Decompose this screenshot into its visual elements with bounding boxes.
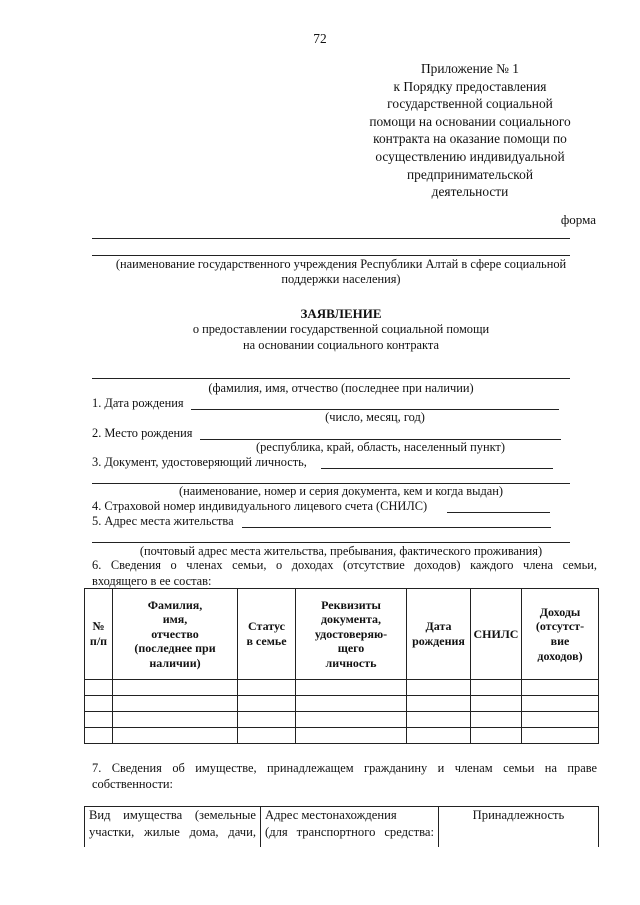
family-table-header-cell: СНИЛС <box>471 589 522 680</box>
appendix-line: контракта на оказание помощи по <box>373 131 567 147</box>
table-cell[interactable] <box>522 696 599 712</box>
table-cell[interactable] <box>296 712 407 728</box>
table-cell[interactable] <box>296 728 407 744</box>
table-cell[interactable] <box>296 696 407 712</box>
table-cell[interactable] <box>407 712 471 728</box>
table-cell[interactable] <box>407 728 471 744</box>
birth-place-label: 2. Место рождения <box>92 426 193 440</box>
table-cell[interactable] <box>85 696 113 712</box>
address-label: 5. Адрес места жительства <box>92 514 234 528</box>
document-subtitle: о предоставлении государственной социальной помощи на основании социального контракта <box>192 322 490 352</box>
section-7-text: 7. Сведения об имуществе, принадлежащем гражданину и членам семьи на праве собственности: <box>92 761 597 791</box>
form-label: форма <box>560 212 596 227</box>
table-cell[interactable] <box>113 712 238 728</box>
table-cell[interactable] <box>296 680 407 696</box>
appendix-line: к Порядку предоставления <box>393 78 547 94</box>
table-row <box>85 728 599 744</box>
table-cell[interactable] <box>238 680 296 696</box>
institution-caption: (наименование государственного учреждения Республики Алтай в сфере социальной поддержки населения) <box>115 257 567 286</box>
appendix-block <box>350 60 590 201</box>
family-table-header-cell: Фамилия, имя, отчество (последнее при наличии) <box>113 589 238 680</box>
snils-field[interactable] <box>447 512 550 513</box>
appendix-line: Приложение № 1 <box>420 61 520 76</box>
family-table-header-cell: Дата рождения <box>407 589 471 680</box>
address-caption: (почтовый адрес места жительства, пребывания, фактического проживания) <box>139 544 543 558</box>
table-cell[interactable] <box>85 712 113 728</box>
table-row <box>85 696 599 712</box>
table-cell[interactable] <box>113 680 238 696</box>
property-type-header: Вид имущества (земельные участки, жилые дома, дачи, <box>85 807 261 847</box>
birth-date-label: 1. Дата рождения <box>92 396 184 410</box>
appendix-line: предпринимательской <box>407 166 533 182</box>
property-table <box>84 806 599 847</box>
id-document-field[interactable] <box>321 468 553 469</box>
fio-line[interactable] <box>92 378 570 379</box>
birth-place-caption: (республика, край, область, населенный пункт) <box>256 440 505 454</box>
id-document-label: 3. Документ, удостоверяющий личность, <box>92 455 307 469</box>
institution-line-2[interactable] <box>92 255 570 256</box>
appendix-line: помощи на основании социального <box>369 113 571 129</box>
family-table-header <box>85 589 599 680</box>
table-cell[interactable] <box>238 696 296 712</box>
table-cell[interactable] <box>113 728 238 744</box>
family-members-table <box>84 588 599 744</box>
table-row <box>85 712 599 728</box>
table-cell[interactable] <box>407 680 471 696</box>
table-cell[interactable] <box>471 696 522 712</box>
institution-line-1[interactable] <box>92 238 570 239</box>
table-cell[interactable] <box>471 680 522 696</box>
table-cell[interactable] <box>522 728 599 744</box>
page-number: 72 <box>313 31 327 46</box>
table-cell[interactable] <box>471 728 522 744</box>
table-row <box>85 680 599 696</box>
appendix-line: осуществлению индивидуальной <box>375 148 565 164</box>
appendix-line: деятельности <box>431 184 509 200</box>
address-field-2[interactable] <box>92 542 570 543</box>
family-table-header-cell: № п/п <box>85 589 113 680</box>
section-6-text: 6. Сведения о членах семьи, о доходах (отсутствие доходов) каждого члена семьи, входящего в ее состав: <box>92 558 597 588</box>
property-address-header: Адрес местонахождения (для транспортного средства: <box>261 807 439 847</box>
table-cell[interactable] <box>85 728 113 744</box>
table-cell[interactable] <box>407 696 471 712</box>
family-table-header-cell: Реквизиты документа, удостоверяю- щего личность <box>296 589 407 680</box>
property-ownership-header: Принадлежность <box>439 807 599 847</box>
id-document-caption: (наименование, номер и серия документа, кем и когда выдан) <box>178 484 504 498</box>
fio-caption: (фамилия, имя, отчество (последнее при наличии) <box>208 381 474 395</box>
birth-date-caption: (число, месяц, год) <box>325 410 425 424</box>
table-cell[interactable] <box>522 680 599 696</box>
document-title: ЗАЯВЛЕНИЕ <box>300 306 382 321</box>
appendix-line: государственной социальной <box>387 96 553 112</box>
table-cell[interactable] <box>85 680 113 696</box>
snils-label: 4. Страховой номер индивидуального лицевого счета (СНИЛС) <box>92 499 428 513</box>
table-cell[interactable] <box>238 712 296 728</box>
family-table-header-cell: Статус в семье <box>238 589 296 680</box>
table-cell[interactable] <box>471 712 522 728</box>
table-cell[interactable] <box>113 696 238 712</box>
family-table-header-cell: Доходы (отсутст- вие доходов) <box>522 589 599 680</box>
table-cell[interactable] <box>238 728 296 744</box>
table-cell[interactable] <box>522 712 599 728</box>
address-field[interactable] <box>242 527 551 528</box>
